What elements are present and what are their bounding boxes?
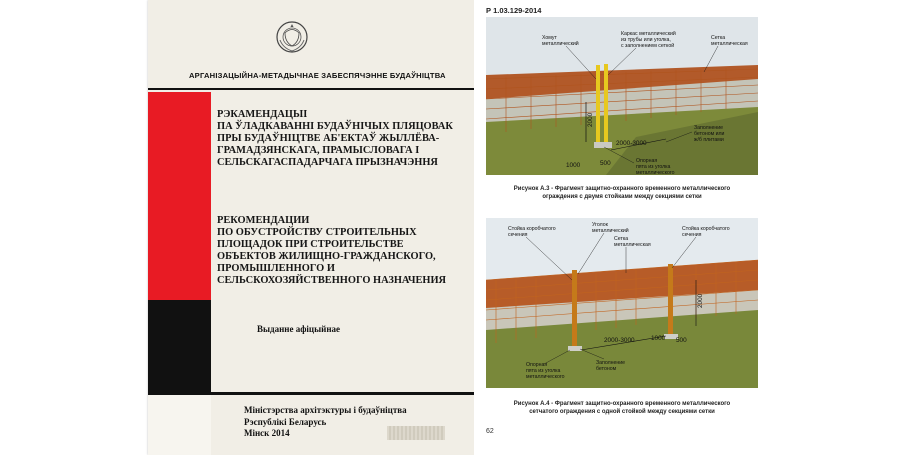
library-stamp	[387, 426, 445, 440]
label-post-left: Стойка коробчатого	[508, 226, 556, 232]
white-band	[148, 392, 211, 455]
bottom-rule	[148, 392, 474, 395]
label-plate-2: Опорная	[526, 362, 548, 368]
dim-span: 2000-3000	[616, 140, 647, 147]
svg-text:бетоном: бетоном	[596, 366, 617, 372]
title-belarusian: РЭКАМЕНДАЦЫІ ПА ЎЛАДКАВАННІ БУДАЎНІЧЫХ ПЛЯЦОВАК ПРЫ БУДАЎНІЦТВЕ АБ'ЕКТАЎ ЖЫЛЛЁВА- ГРАМАДЗЯНСКАГА, ПРАМЫСЛОВАГА І СЕЛЬСКАГАСПАДАРЧАГА ПРЫЗНАЧЭННЯ	[217, 109, 453, 168]
label-frame: Каркас металлический	[621, 31, 676, 37]
svg-text:ж/б плитами: ж/б плитами	[694, 137, 724, 143]
figure-a3-photo	[486, 17, 758, 175]
svg-text:бетоном или: бетоном или	[694, 131, 725, 137]
label-angle: Уголок	[592, 222, 608, 228]
svg-text:сечения: сечения	[508, 232, 528, 238]
svg-text:металлического: металлического	[636, 170, 675, 175]
label-mesh: Сетка	[711, 35, 726, 41]
document-code: Р 1.03.129-2014	[486, 6, 542, 15]
label-clamp: Хомут	[542, 35, 557, 41]
label-fill: Заполнение	[694, 125, 724, 131]
page-number: 62	[486, 428, 494, 435]
svg-text:металлическая: металлическая	[711, 41, 748, 47]
title-russian: РЕКОМЕНДАЦИИ ПО ОБУСТРОЙСТВУ СТРОИТЕЛЬНЫХ ПЛОЩАДОК ПРИ СТРОИТЕЛЬСТВЕ ОБЪЕКТОВ ЖИЛИЩНО-ГРАЖДАНСКОГО, ПРОМЫШЛЕННОГО И СЕЛЬСКОХОЗЯЙСТВЕННОГО НАЗНАЧЕНИЯ	[217, 215, 447, 286]
svg-text:сечения: сечения	[682, 232, 702, 238]
dim-height-2: 2000	[697, 293, 704, 308]
svg-text:из трубы или уголка,: из трубы или уголка,	[621, 37, 671, 43]
svg-text:металлическая: металлическая	[614, 242, 651, 248]
dim-height: 2000	[587, 112, 594, 127]
dim-base-b: 500	[600, 160, 611, 167]
label-fill-2: Заполнение	[596, 360, 626, 366]
dim-base-a: 1000	[566, 162, 581, 169]
label-post-right: Стойка коробчатого	[682, 226, 730, 232]
red-band	[148, 92, 211, 300]
dim-span-2: 2000-3000	[604, 337, 635, 344]
svg-text:пята из уголка: пята из уголка	[526, 368, 561, 374]
edition-label: Выданне афіцыйнае	[257, 324, 341, 334]
svg-text:с заполнением сеткой: с заполнением сеткой	[621, 43, 675, 49]
label-mesh-2: Сетка	[614, 236, 629, 242]
dim-base-b-2: 500	[676, 337, 687, 344]
label-plate: Опорная	[636, 158, 658, 164]
top-rule	[148, 88, 474, 90]
black-band	[148, 300, 211, 392]
organization-title: АРГАНІЗАЦЫЙНА-МЕТАДЫЧНАЕ ЗАБЕСПЯЧЭННЕ БУДАЎНІЦТВА	[189, 71, 446, 80]
svg-text:металлического: металлического	[526, 374, 565, 380]
figure-a4-caption: Рисунок А.4 - Фрагмент защитно-охранного временного металлического сетчатого ограждения с одной стойкой между секциями сетки	[513, 401, 731, 415]
figure-a3-caption: Рисунок А.3 - Фрагмент защитно-охранного временного металлического ограждения с двумя стойками между секциями сетки	[513, 186, 731, 200]
document-page	[474, 0, 766, 455]
state-emblem-icon	[275, 20, 309, 54]
figure-a4-photo	[486, 218, 758, 388]
svg-text:металлический: металлический	[542, 41, 579, 47]
dim-base-a-2: 1000	[651, 335, 666, 342]
book-cover	[148, 0, 474, 455]
svg-text:металлический: металлический	[592, 228, 629, 234]
svg-text:пята из уголка: пята из уголка	[636, 164, 671, 170]
publisher-block: Міністэрства архітэктуры і будаўніцтва Рэспублікі Беларусь Мінск 2014	[244, 405, 407, 438]
